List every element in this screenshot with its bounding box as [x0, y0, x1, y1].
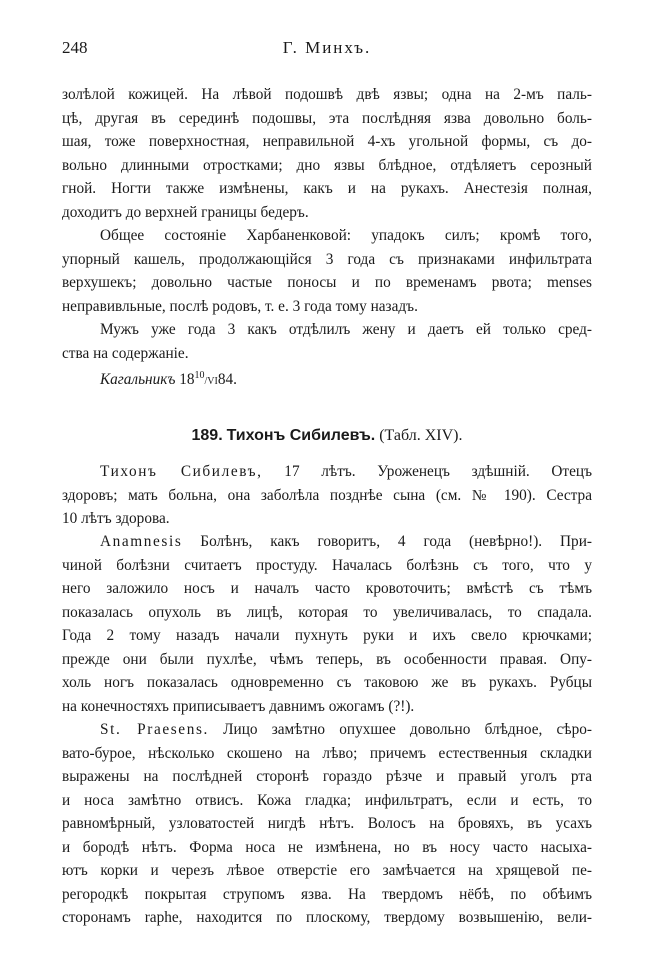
- signature-date-month: /VI: [204, 376, 218, 388]
- text-line: Мужъ уже года 3 какъ отдѣлилъ жену и даетъ ей только сред-: [100, 321, 592, 338]
- text-line: Года 2 тому назадъ начали пухнуть руки и ихъ свело крючками;: [62, 627, 592, 644]
- text-line: [62, 530, 592, 554]
- page-number: 248: [62, 38, 88, 57]
- paragraph-status-praesens: [62, 718, 592, 930]
- case-table-ref: (Табл. XIV).: [379, 427, 463, 444]
- text-line: [62, 460, 592, 484]
- paragraph-husband: [62, 318, 592, 365]
- text-line: шая, тоже поверхностная, неправильной 4-хъ угольной формы, съ до-: [62, 133, 592, 150]
- paragraph-ulcer-description: [62, 83, 592, 224]
- text-line: Общее состояніе Харбаненковой: упадокъ силъ; кромѣ того,: [100, 227, 592, 244]
- text-line: ютъ корки и черезъ лѣвое отверстіе его замѣчается на хрящевой пе-: [62, 862, 592, 879]
- text-line: упорный кашель, продолжающійся 3 года съ признаками инфильтрата: [62, 250, 592, 268]
- running-head: [62, 38, 592, 62]
- text-line: вато-бурое, нѣсколько скошено на лѣво; причемъ естественныя складки: [62, 744, 592, 762]
- text-run: Лицо замѣтно опухшее довольно блѣдное, сѣро-: [208, 721, 592, 738]
- running-title: Г. Минхъ.: [282, 38, 372, 57]
- text-line: и бородѣ нѣтъ. Форма носа не измѣнена, но въ носу часто насыха-: [62, 838, 592, 856]
- text-line: регородкѣ покрытая струпомъ язва. На твердомъ нёбѣ, по обѣимъ: [62, 885, 592, 903]
- text-line: доходитъ до верхней границы бедеръ.: [62, 203, 309, 221]
- anamnesis-label: Anamnesis: [100, 533, 183, 550]
- signature-line: [62, 364, 592, 388]
- text-line: сторонамъ raphe, находится по плоскому, твердому возвышенію, вели-: [62, 909, 592, 926]
- text-line: [62, 718, 592, 742]
- patient-name: Тихонъ Сибилевъ,: [100, 463, 263, 480]
- paragraph-anamnesis: [62, 530, 592, 718]
- text-line: чиной болѣзни считаетъ простуду. Началась болѣзнь съ того, что у: [62, 556, 592, 574]
- signature-date-year: 84.: [217, 371, 237, 388]
- case-number: 189.: [191, 427, 223, 444]
- text-line: здоровъ; мать больна, она заболѣла позднѣе сына (см. № 190). Сестра: [62, 486, 592, 504]
- text-line: неправивльные, послѣ родовъ, т. е. 3 года тому назадъ.: [62, 297, 418, 315]
- signature-place: Кагальникъ: [100, 371, 176, 388]
- text-line: на конечностяхъ приписываетъ давнимъ ожогамъ (?!).: [62, 697, 415, 715]
- text-line: него заложило носъ и началъ часто кровоточить; вмѣстѣ съ тѣмъ: [62, 580, 592, 597]
- text-line: золѣлой кожицей. На лѣвой подошвѣ двѣ язвы; одна на 2-мъ паль-: [62, 86, 592, 103]
- case-heading: [62, 424, 592, 448]
- text-line: выражены на послѣдней сторонѣ гораздо рѣзче и правый уголъ рта: [62, 768, 592, 785]
- text-line: прежде они были пухлѣе, чѣмъ теперь, въ особенности правая. Опу-: [62, 650, 592, 668]
- paragraph-patient-intro: [62, 460, 592, 531]
- status-praesens-label: St. Praesens.: [100, 721, 209, 738]
- text-line: вольно длинными отростками; дно язвы блѣдное, отдѣляетъ серозный: [62, 156, 592, 174]
- text-line: верхушекъ; довольно частые поносы и по временамъ рвота; menses: [62, 274, 592, 291]
- signature-date-prefix: 18: [179, 371, 195, 388]
- signature-date-day: 10: [194, 370, 205, 381]
- text-line: показалась опухоль въ лицѣ, которая то увеличивалась, то спадала.: [62, 603, 592, 621]
- case-name: Тихонъ Сибилевъ.: [226, 427, 376, 444]
- text-line: цѣ, другая въ серединѣ подошвы, эта послѣдняя язва довольно боль-: [62, 109, 592, 127]
- text-line: холь ногъ показалась одновременно съ таковою же въ рукахъ. Рубцы: [62, 674, 592, 691]
- text-run: Болѣнъ, какъ говоритъ, 4 года (невѣрно!). При-: [182, 533, 592, 550]
- text-line: равномѣрный, узловатостей нигдѣ нѣтъ. Волосъ на бровяхъ, въ усахъ: [62, 815, 592, 832]
- text-line: гной. Ногти также измѣнены, какъ и на рукахъ. Анестезія полная,: [62, 180, 592, 197]
- paragraph-general-state: [62, 224, 592, 318]
- text-run: 17 лѣтъ. Уроженецъ здѣшній. Отецъ: [262, 463, 592, 480]
- text-line: и носа замѣтно отвисъ. Кожа гладка; инфильтратъ, если и есть, то: [62, 791, 592, 809]
- text-line: [62, 364, 592, 388]
- text-line: ства на содержаніе.: [62, 344, 189, 362]
- text-line: 10 лѣтъ здорова.: [62, 510, 170, 527]
